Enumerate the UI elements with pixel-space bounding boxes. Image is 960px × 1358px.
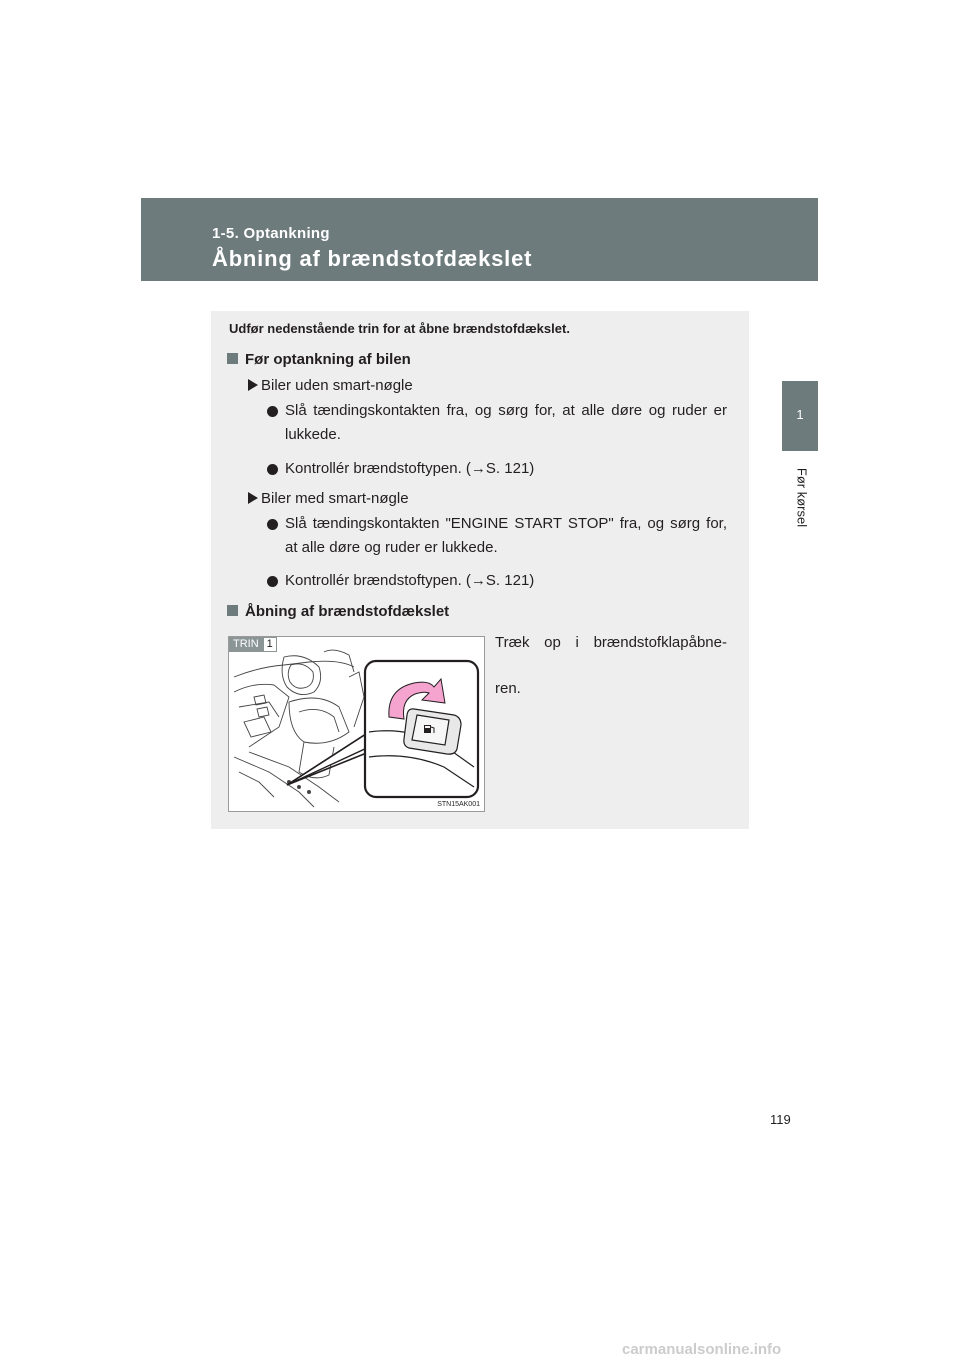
chapter-number: 1 (796, 407, 804, 422)
bullet-item: Slå tændingskontakten "ENGINE START STOP" fra, og sørg for, at alle døre og ruder er lukkede. (267, 512, 727, 560)
section-label: 1-5. Optankning (212, 225, 330, 242)
intro-text: Udfør nedenstående trin for at åbne brændstofdækslet. (229, 321, 570, 336)
step-instruction: Træk op i brændstofklapåbne- ren. (495, 634, 727, 697)
heading-open-fuel-door: Åbning af brændstofdækslet (227, 603, 449, 620)
watermark: carmanualsonline.info (622, 1341, 782, 1358)
heading-before-refuel: Før optankning af bilen (227, 351, 411, 368)
car-interior-illustration (229, 637, 484, 811)
square-bullet-icon (227, 605, 238, 616)
page-title: Åbning af brændstofdækslet (212, 246, 533, 271)
content-box (211, 311, 749, 829)
bullet-item: Slå tændingskontakten fra, og sørg for, at alle døre og ruder er lukkede. (267, 399, 727, 447)
circle-bullet-icon (267, 519, 278, 530)
section-header (141, 198, 818, 281)
triangle-arrow-icon (248, 492, 258, 504)
figure-code: STN15AK001 (437, 801, 480, 808)
group-label-no-smart-key: Biler uden smart-nøgle (248, 377, 413, 394)
chapter-label-wrap (792, 460, 810, 540)
step-badge: TRIN 1 (229, 637, 277, 652)
chapter-label: Før kørsel (794, 467, 810, 528)
circle-bullet-icon (267, 576, 278, 587)
fuel-door-opener-illustration (228, 636, 485, 812)
circle-bullet-icon (267, 406, 278, 417)
page-number: 119 (770, 1112, 791, 1127)
chapter-tab (782, 381, 818, 451)
circle-bullet-icon (267, 464, 278, 475)
square-bullet-icon (227, 353, 238, 364)
bullet-item: Kontrollér brændstoftypen. (→S. 121) (267, 569, 727, 593)
bullet-item: Kontrollér brændstoftypen. (→S. 121) (267, 457, 727, 481)
triangle-arrow-icon (248, 379, 258, 391)
group-label-smart-key: Biler med smart-nøgle (248, 490, 409, 507)
